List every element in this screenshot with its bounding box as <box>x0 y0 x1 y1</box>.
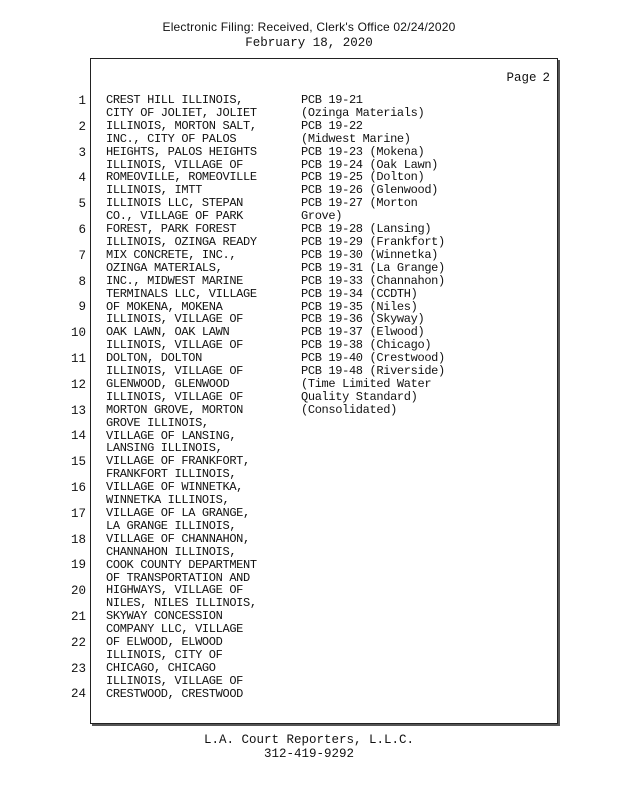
caption-line: ILLINOIS, VILLAGE OF <box>106 338 244 353</box>
caption-line: VILLAGE OF WINNETKA, <box>106 480 244 495</box>
line-number: 22 <box>70 635 86 650</box>
caption-line: OF TRANSPORTATION AND <box>106 570 250 585</box>
caption-line: INC., CITY OF PALOS <box>106 131 237 146</box>
line-number: 20 <box>70 584 86 599</box>
line-number: 2 <box>78 119 86 134</box>
line-number: 12 <box>70 377 86 392</box>
line-number: 21 <box>70 609 86 624</box>
caption-line: OF MOKENA, MOKENA <box>106 299 223 314</box>
caption-line: INC., MIDWEST MARINE <box>106 273 244 288</box>
transcript-date: February 18, 2020 <box>245 36 373 50</box>
line-number: 4 <box>78 171 86 186</box>
line-numbers <box>60 94 86 713</box>
caption-line: VILLAGE OF FRANKFORT, <box>106 454 250 469</box>
caption-line: TERMINALS LLC, VILLAGE <box>106 286 257 301</box>
case-line: PCB 19-30 (Winnetka) <box>301 247 439 262</box>
line-number: 24 <box>70 687 86 702</box>
line-number: 18 <box>70 532 86 547</box>
caption-line: HIGHWAYS, VILLAGE OF <box>106 583 244 598</box>
page-number-value: 2 <box>542 71 550 85</box>
line-number: 7 <box>78 248 86 263</box>
caption-line: SKYWAY CONCESSION <box>106 609 223 624</box>
caption-line: ILLINOIS, VILLAGE OF <box>106 673 244 688</box>
caption-line: ILLINOIS, VILLAGE OF <box>106 312 244 327</box>
caption-line: ROMEOVILLE, ROMEOVILLE <box>106 170 257 185</box>
caption-line: HEIGHTS, PALOS HEIGHTS <box>106 144 257 159</box>
caption-line: DOLTON, DOLTON <box>106 351 202 366</box>
caption-line: ILLINOIS, VILLAGE OF <box>106 364 244 379</box>
caption-line: WINNETKA ILLINOIS, <box>106 493 230 508</box>
case-line: PCB 19-38 (Chicago) <box>301 338 432 353</box>
caption-line: OF ELWOOD, ELWOOD <box>106 635 223 650</box>
case-line: PCB 19-25 (Dolton) <box>301 170 425 185</box>
case-line: PCB 19-35 (Niles) <box>301 299 418 314</box>
case-line: PCB 19-26 (Glenwood) <box>301 183 439 198</box>
case-line: PCB 19-27 (Morton <box>301 196 418 211</box>
caption-line: MIX CONCRETE, INC., <box>106 247 237 262</box>
case-line: Grove) <box>301 209 343 224</box>
caption-line: ILLINOIS, VILLAGE OF <box>106 389 244 404</box>
caption-line: MORTON GROVE, MORTON <box>106 402 244 417</box>
caption-line: LA GRANGE ILLINOIS, <box>106 518 237 533</box>
caption-line: VILLAGE OF CHANNAHON, <box>106 531 250 546</box>
line-number: 14 <box>70 429 86 444</box>
case-line: PCB 19-21 <box>301 93 363 107</box>
line-number: 17 <box>70 506 86 521</box>
caption-line: ILLINOIS, IMTT <box>106 183 202 198</box>
case-line: (Consolidated) <box>301 402 397 417</box>
line-number: 13 <box>70 403 86 418</box>
line-number: 11 <box>70 351 86 366</box>
case-line: PCB 19-22 <box>301 118 363 133</box>
case-line: PCB 19-34 (CCDTH) <box>301 286 418 301</box>
page-number <box>500 71 550 85</box>
caption-line: LANSING ILLINOIS, <box>106 441 223 456</box>
line-number: 16 <box>70 480 86 495</box>
caption-line: ILLINOIS, CITY OF <box>106 647 223 662</box>
caption-line: ILLINOIS LLC, STEPAN <box>106 196 244 211</box>
caption-line: OZINGA MATERIALS, <box>106 260 223 275</box>
case-line: PCB 19-24 (Oak Lawn) <box>301 157 439 172</box>
line-number: 9 <box>78 300 86 315</box>
caption-line: VILLAGE OF LA GRANGE, <box>106 506 250 520</box>
caption-line: CREST HILL ILLINOIS, <box>106 94 244 107</box>
caption-line: FOREST, PARK FOREST <box>106 222 237 237</box>
line-number: 23 <box>70 661 86 676</box>
case-numbers-column <box>301 94 551 417</box>
case-line: (Midwest Marine) <box>301 131 411 146</box>
page-label: Page <box>506 71 537 85</box>
case-line: PCB 19-37 (Elwood) <box>301 325 425 340</box>
caption-line: CO., VILLAGE OF PARK <box>106 209 244 224</box>
line-number: 10 <box>70 326 86 341</box>
caption-line: FRANKFORT ILLINOIS, <box>106 467 237 482</box>
caption-parties-column <box>106 94 296 701</box>
caption-line: CITY OF JOLIET, JOLIET <box>106 105 257 120</box>
filing-stamp: Electronic Filing: Received, Clerk's Office 02/24/2020 <box>162 20 456 34</box>
caption-line: CHICAGO, CHICAGO <box>106 660 216 675</box>
case-line: PCB 19-33 (Channahon) <box>301 273 445 288</box>
caption-line: CHANNAHON ILLINOIS, <box>106 544 237 559</box>
caption-line: GROVE ILLINOIS, <box>106 415 209 430</box>
caption-line: COOK COUNTY DEPARTMENT <box>106 557 257 572</box>
line-number: 3 <box>78 145 86 160</box>
caption-line: VILLAGE OF LANSING, <box>106 428 237 443</box>
line-number: 15 <box>70 455 86 470</box>
caption-line: CRESTWOOD, CRESTWOOD <box>106 686 244 701</box>
caption-line: GLENWOOD, GLENWOOD <box>106 376 230 391</box>
case-line: PCB 19-48 (Riverside) <box>301 364 445 379</box>
caption-line: ILLINOIS, OZINGA READY <box>106 234 257 249</box>
caption-line: ILLINOIS, VILLAGE OF <box>106 157 244 172</box>
case-line: PCB 19-28 (Lansing) <box>301 222 432 237</box>
reporter-company: L.A. Court Reporters, L.L.C. <box>203 733 415 747</box>
case-line: PCB 19-29 (Frankfort) <box>301 234 445 249</box>
case-line: PCB 19-40 (Crestwood) <box>301 351 445 366</box>
line-number: 6 <box>78 222 86 237</box>
reporter-phone: 312-419-9292 <box>263 747 354 761</box>
caption-line: OAK LAWN, OAK LAWN <box>106 325 230 340</box>
case-line: PCB 19-36 (Skyway) <box>301 312 425 327</box>
case-line: PCB 19-31 (La Grange) <box>301 260 445 275</box>
line-number: 1 <box>78 94 86 108</box>
line-number: 19 <box>70 558 86 573</box>
case-line: (Ozinga Materials) <box>301 105 425 120</box>
caption-line: COMPANY LLC, VILLAGE <box>106 622 244 637</box>
caption-line: NILES, NILES ILLINOIS, <box>106 596 257 611</box>
caption-line: ILLINOIS, MORTON SALT, <box>106 118 257 133</box>
line-number: 8 <box>78 274 86 289</box>
line-number: 5 <box>78 197 86 212</box>
case-line: Quality Standard) <box>301 389 418 404</box>
case-line: PCB 19-23 (Mokena) <box>301 144 425 159</box>
case-line: (Time Limited Water <box>301 376 432 391</box>
